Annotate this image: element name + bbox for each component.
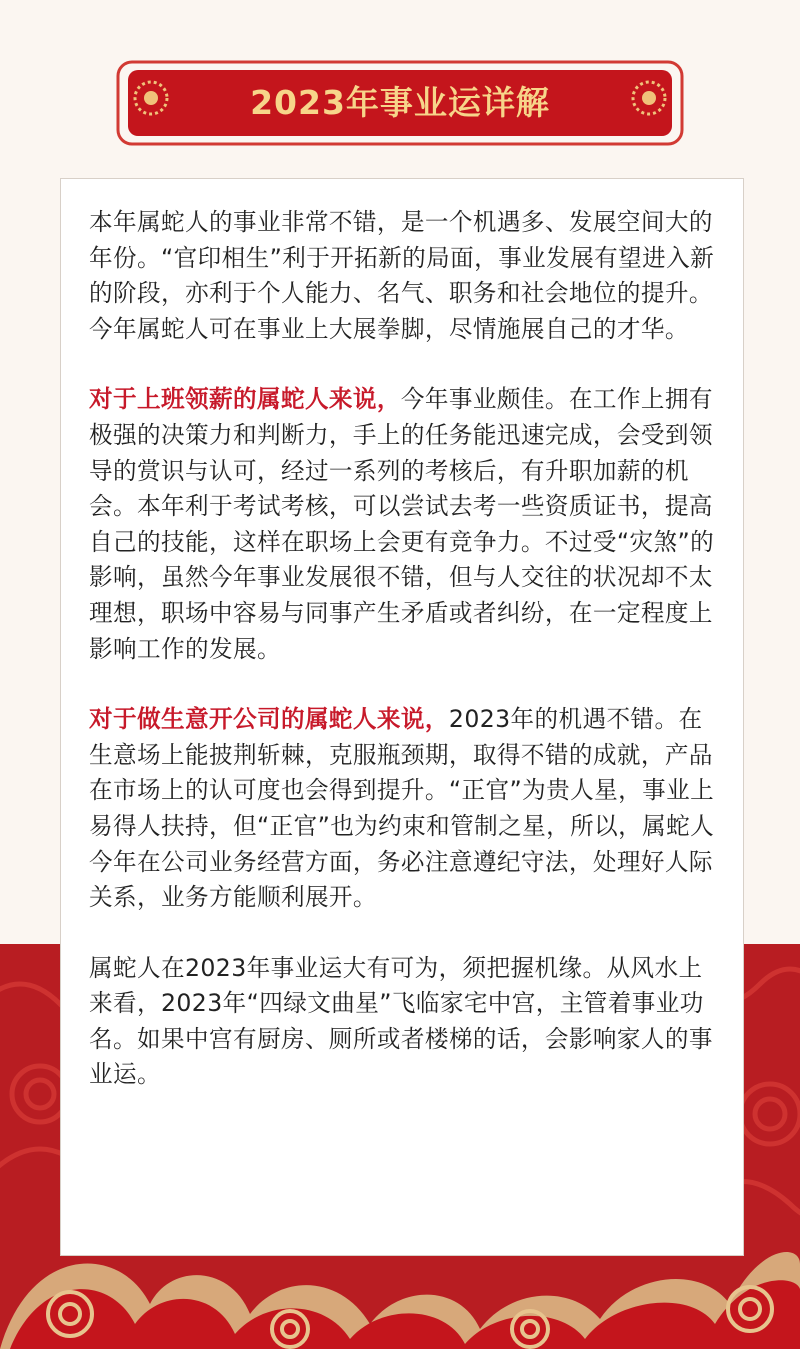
paragraph-fengshui: 属蛇人在2023年事业运大有可为，须把握机缘。从风水上来看，2023年“四绿文曲星”飞临家宅中宫，主管着事业功名。如果中宫有厨房、厕所或者楼梯的话，会影响家人的事业运。 [89, 953, 713, 1089]
paragraph-business-highlight: 对于做生意开公司的属蛇人来说， [89, 705, 449, 734]
content-card [60, 178, 744, 1256]
paragraph-employees: 对于上班领薪的属蛇人来说，今年事业颇佳。在工作上拥有极强的决策力和判断力，手上的任务能迅速完成，会受到领导的赏识与认可，经过一系列的考核后，有升职加薪的机会。本年利于考试考核，可以尝试去考一些资质证书，提高自己的技能，这样在职场上会更有竞争力。不过受“灾煞”的影响，虽然今年事业发展很不错，但与人交往的状况却不太理想，职场中容易与同事产生矛盾或者纠纷，在一定程度上影响工作的发展。 [89, 385, 715, 663]
paragraph-business-owners: 对于做生意开公司的属蛇人来说，2023年的机遇不错。在生意场上能披荆斩棘，克服瓶颈期，取得不错的成就，产品在市场上的认可度也会得到提升。“正官”为贵人星，事业上易得人扶持，但“正官”也为约束和管制之星，所以，属蛇人今年在公司业务经营方面，务必注意遵纪守法，处理好人际关系，业务方能顺利展开。 [89, 705, 715, 912]
paragraph-intro: 本年属蛇人的事业非常不错，是一个机遇多、发展空间大的年份。“官印相生”利于开拓新的局面，事业发展有望进入新的阶段，亦利于个人能力、名气、职务和社会地位的提升。今年属蛇人可在事业上大展拳脚，尽情施展自己的才华。 [89, 208, 715, 343]
paragraph-employees-highlight: 对于上班领薪的属蛇人来说， [89, 385, 401, 414]
page-title: 2023年事业运详解 [250, 83, 550, 122]
